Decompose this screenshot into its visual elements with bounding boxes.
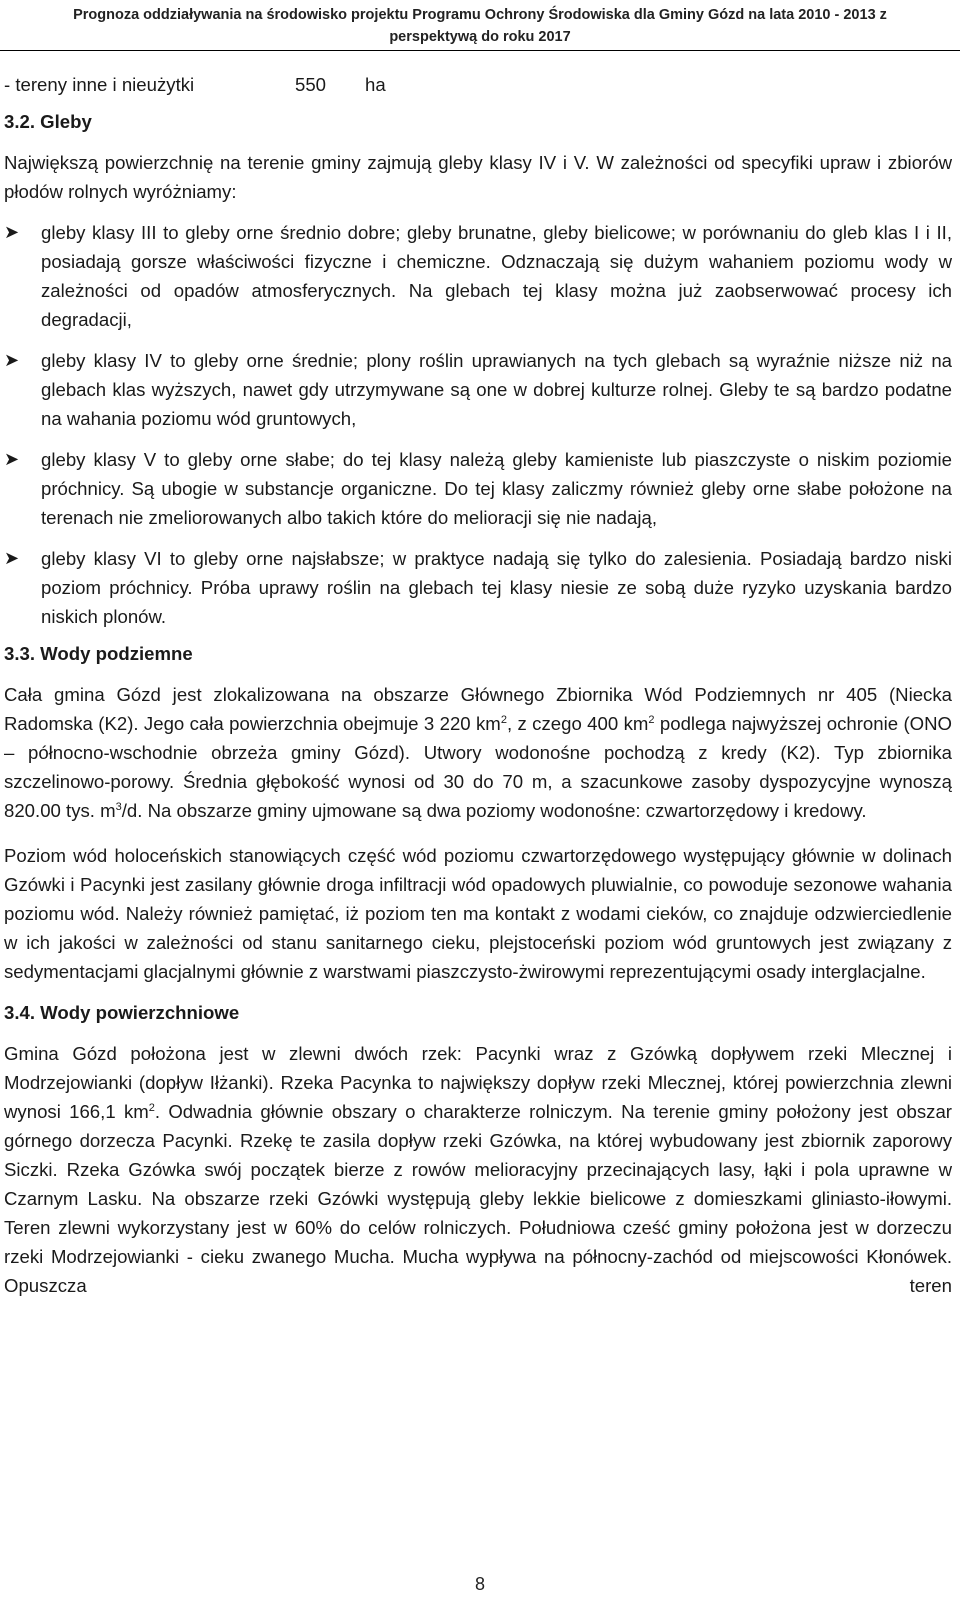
text-run: /d. Na obszarze gminy ujmowane są dwa poziomy wodonośne: czwartorzędowy i kredowy. [121, 800, 867, 821]
wody-podziemne-paragraph-1 [4, 680, 952, 825]
arrowhead-bullet-icon: ➤ [4, 222, 20, 242]
header-line-2: perspektywą do roku 2017 [389, 29, 571, 45]
list-item [4, 445, 952, 532]
wody-powierzchniowe-paragraph-1 [4, 1039, 952, 1300]
section-title-wody-podziemne: 3.3. Wody podziemne [4, 643, 193, 664]
wody-podziemne-paragraph-2: Poziom wód holoceńskich stanowiących część wód poziomu czwartorzędowego występujący głównie w dolinach Gzówki i Pacynki jest zasilany głównie droga infiltracji wód opadowych pluwialnie, co powoduje sezonowe wahania poziomu wód. Należy również pamiętać, iż poziom ten ma kontakt z wodami cieków, co znajduje odzwierciedlenie w ich jakości w zależności od stanu sanitarnego cieku, plejstoceński poziom wód gruntowych jest związany z sedymentacjami glacjalnymi głównie z warstwami piaszczysto-żwirowymi reprezentującymi osady interglacjalne. [4, 845, 952, 982]
list-item [4, 544, 952, 631]
superscript: 3 [115, 800, 122, 813]
header-divider [0, 50, 960, 51]
soil-class-list [4, 218, 952, 631]
arrowhead-bullet-icon: ➤ [4, 350, 20, 370]
list-item-text: gleby klasy VI to gleby orne najsłabsze; w praktyce nadają się tylko do zalesienia. Posiadają bardzo niski poziom próchnicy. Próba uprawy roślin na glebach tej klasy niesie ze sobą duże ryzyko uzyskania bardzo niskich plonów. [41, 548, 952, 627]
text-run: Cała gmina Gózd jest zlokalizowana na obszarze Głównego Zbiornika Wód Podziemnych nr 405 (Niecka Radomska (K2). Jego cała powierzchnia obejmuje 3 220 km [4, 684, 952, 734]
page-number: 8 [474, 1574, 485, 1594]
list-item-text: gleby klasy V to gleby orne słabe; do tej klasy należą gleby kamieniste lub piaszczyste o niskim poziomie próchnicy. Są ubogie w substancje organiczne. Do tej klasy zaliczmy również gleby orne słabe położone na terenach nie zmeliorowanych albo takich które do melioracji się nie nadają, [41, 449, 952, 528]
section-title-gleby: 3.2. Gleby [4, 111, 92, 132]
superscript: 2 [648, 713, 655, 726]
landuse-unit: ha [365, 74, 386, 95]
gleby-intro: Największą powierzchnię na terenie gminy zajmują gleby klasy IV i V. W zależności od specyfiki upraw i zbiorów płodów rolnych wyróżniamy: [4, 152, 952, 202]
text-run: , z czego 400 km [506, 713, 649, 734]
document-body [4, 70, 952, 1300]
superscript: 2 [500, 713, 507, 726]
list-item-text: gleby klasy III to gleby orne średnio dobre; gleby brunatne, gleby bielicowe; w porównaniu do gleb klas I i II, posiadają gorsze właściwości fizyczne i chemiczne. Odznaczają się dużym wahaniem poziomu wody w zależności od opadów atmosferycznych. Na glebach tej klasy można już zaobserwować procesy ich degradacji, [41, 222, 952, 330]
list-item [4, 346, 952, 433]
text-run: . Odwadnia głównie obszary o charakterze rolniczym. Na terenie gminy położony jest obszar górnego dorzecza Pacynki. Rzekę te zasila dopływ rzeki Gzówka, na której wybudowany jest zbiornik zaporowy Siczki. Rzeka Gzówka swój początek bierze z rowów melioracyjny przecinających lasy, łąki i pola uprawne w Czarnym Lasku. Na obszarze rzeki Gzówki występują gleby lekkie bielicowe z domieszkami gliniasto-iłowymi. Teren zlewni wykorzystany jest w 60% do celów rolniczych. Południowa cześć gminy położona jest w dorzeczu rzeki Modrzejowianki - cieku zwanego Mucha. Mucha wypływa na północny-zachód od miejscowości Kłonówek. Opuszcza teren [4, 1101, 953, 1296]
arrowhead-bullet-icon: ➤ [4, 449, 20, 469]
header-line-1: Prognoza oddziaływania na środowisko projektu Programu Ochrony Środowiska dla Gminy Gózd na lata 2010 - 2013 z [73, 7, 887, 23]
list-item-text: gleby klasy IV to gleby orne średnie; plony roślin uprawianych na tych glebach są wyraźnie niższe niż na glebach klas wyższych, nawet gdy utrzymywane są one w dobrej kulturze rolnej. Gleby te są bardzo podatne na wahania poziomu wód gruntowych, [41, 350, 952, 429]
superscript: 2 [148, 1101, 155, 1114]
landuse-label: - tereny inne i nieużytki [4, 74, 195, 95]
list-item [4, 218, 952, 334]
page-header [20, 4, 940, 48]
landuse-value: 550 [295, 74, 327, 95]
arrowhead-bullet-icon: ➤ [4, 548, 20, 568]
section-title-wody-powierzchniowe: 3.4. Wody powierzchniowe [4, 1002, 240, 1023]
text-run: Gmina Gózd położona jest w zlewni dwóch rzek: Pacynki wraz z Gzówką dopływem rzeki Mlecznej i Modrzejowianki (dopływ Iłżanki). Rzeka Pacynka to największy dopływ rzeki Mlecznej, której powierzchnia zlewni wynosi 166,1 km [4, 1043, 952, 1122]
text-run: podlega najwyższej ochronie (ONO – północno-wschodnie obrzeża gminy Gózd). Utwory wodonośne pochodzą z kredy (K2). Typ zbiornika szczelinowo-porowy. Średnia głębokość wynosi od 30 do 70 m, a szacunkowe zasoby dyspozycyjne wynoszą 820.00 tys. m [4, 713, 952, 821]
landuse-row [4, 70, 952, 99]
